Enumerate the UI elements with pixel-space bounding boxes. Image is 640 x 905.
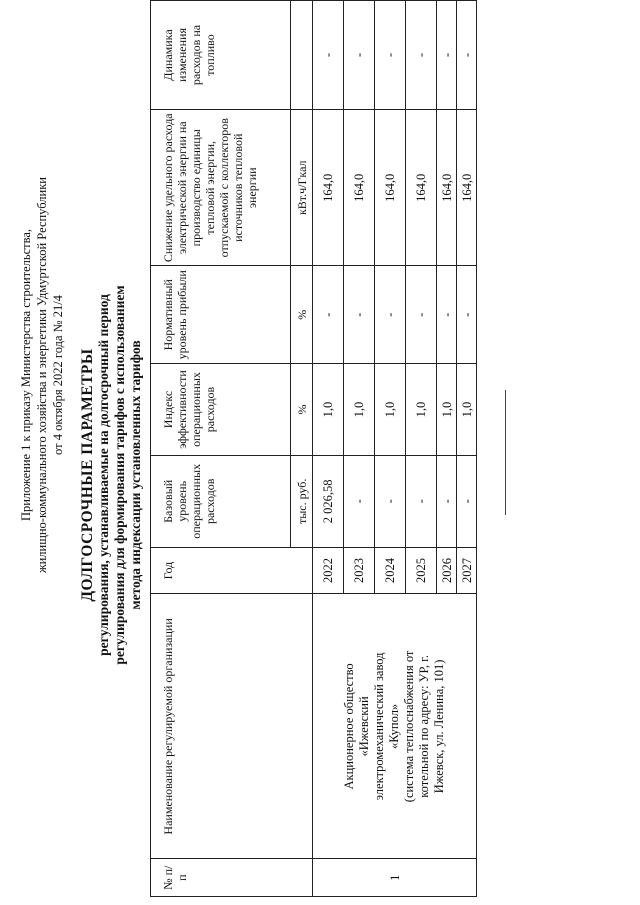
header-electric: Снижение удельного расхода электрической энергии на производство единицы тепловой энергии, отпускаемой с коллекторов источников тепловой энергии <box>151 110 291 266</box>
cell-electric: 164,0 <box>437 110 457 266</box>
parameters-table <box>150 0 477 897</box>
org-line-4: «Купол» <box>387 703 401 749</box>
cell-index: 1,0 <box>457 364 477 456</box>
appendix-line-2: жилищно-коммунального хозяйства и энергетики Удмуртской Республики <box>35 176 49 574</box>
header-index: Индекс эффективности операционных расходов <box>151 364 291 456</box>
header-base: Базовый уровень операционных расходов <box>151 455 291 547</box>
unit-profit: % <box>291 266 313 364</box>
cell-index: 1,0 <box>344 364 375 456</box>
title-line-4: метода индексации установленных тарифов <box>128 340 143 610</box>
appendix-line-3: от 4 октября 2022 года № 21/4 <box>51 295 65 455</box>
cell-profit: - <box>437 266 457 364</box>
cell-year: 2025 <box>406 547 437 594</box>
header-row <box>151 1 291 897</box>
cell-index: 1,0 <box>375 364 406 456</box>
cell-year: 2026 <box>437 547 457 594</box>
cell-profit: - <box>344 266 375 364</box>
appendix-note <box>18 135 66 615</box>
cell-base: - <box>437 455 457 547</box>
cell-index: 1,0 <box>313 364 344 456</box>
cell-base: - <box>375 455 406 547</box>
title-line-2: регулирования, устанавливаемые на долгосрочный период <box>96 294 111 656</box>
title-line-1: ДОЛГОСРОЧНЫЕ ПАРАМЕТРЫ <box>79 348 96 602</box>
row-number: 1 <box>313 859 477 897</box>
org-line-3: электромеханический завод <box>372 652 386 801</box>
cell-year: 2027 <box>457 547 477 594</box>
cell-base: - <box>406 455 437 547</box>
header-year: Год <box>151 547 313 594</box>
unit-electric: кВт.ч/Гкал <box>291 110 313 266</box>
cell-base: - <box>457 455 477 547</box>
appendix-line-1: Приложение 1 к приказу Министерства строительства, <box>19 228 33 522</box>
unit-index: % <box>291 364 313 456</box>
organization-name <box>313 594 477 859</box>
cell-electric: 164,0 <box>344 110 375 266</box>
header-profit: Нормативный уровень прибыли <box>151 266 291 364</box>
cell-profit: - <box>313 266 344 364</box>
table-row <box>313 1 344 897</box>
unit-fuel <box>291 1 313 110</box>
org-line-6: котельной по адресу: УР, г. <box>417 655 431 798</box>
cell-fuel: - <box>313 1 344 110</box>
cell-index: 1,0 <box>437 364 457 456</box>
header-fuel: Динамика изменения расходов на топливо <box>151 1 291 110</box>
cell-base: 2 026,58 <box>313 455 344 547</box>
cell-fuel: - <box>437 1 457 110</box>
cell-profit: - <box>457 266 477 364</box>
org-line-1: Акционерное общество <box>342 663 356 790</box>
unit-base: тыс. руб. <box>291 455 313 547</box>
org-line-5: (система теплоснабжения от <box>402 650 416 803</box>
cell-electric: 164,0 <box>457 110 477 266</box>
cell-year: 2024 <box>375 547 406 594</box>
cell-fuel: - <box>344 1 375 110</box>
document-title <box>80 185 144 765</box>
org-line-2: «Ижевский <box>357 696 371 757</box>
cell-electric: 164,0 <box>313 110 344 266</box>
title-line-3: регулирования для формирования тарифов с использованием <box>112 285 127 665</box>
cell-fuel: - <box>406 1 437 110</box>
signature-divider <box>505 390 506 515</box>
cell-electric: 164,0 <box>375 110 406 266</box>
cell-base: - <box>344 455 375 547</box>
cell-profit: - <box>375 266 406 364</box>
cell-year: 2022 <box>313 547 344 594</box>
org-line-7: Ижевск, ул. Ленина, 101) <box>432 659 446 794</box>
cell-profit: - <box>406 266 437 364</box>
cell-fuel: - <box>375 1 406 110</box>
header-org: Наименование регулируемой организации <box>151 594 313 859</box>
cell-electric: 164,0 <box>406 110 437 266</box>
cell-index: 1,0 <box>406 364 437 456</box>
header-num: № п/п <box>151 859 313 897</box>
cell-year: 2023 <box>344 547 375 594</box>
cell-fuel: - <box>457 1 477 110</box>
